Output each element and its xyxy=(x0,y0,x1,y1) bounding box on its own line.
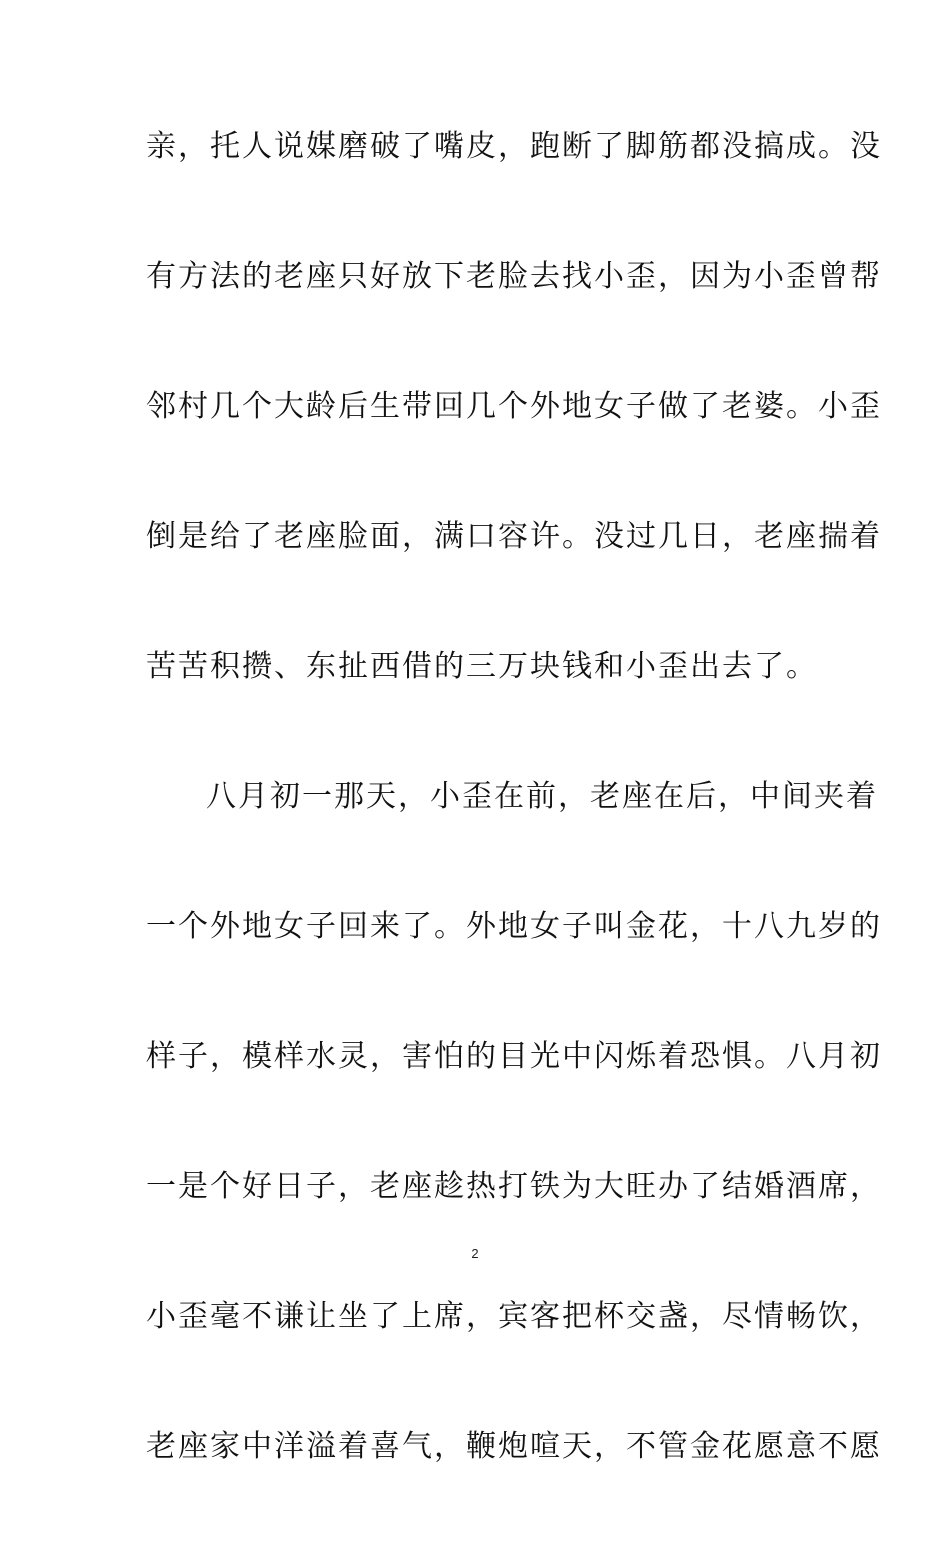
text-line: 邻村几个大龄后生带回几个外地女子做了老婆。小歪 xyxy=(146,389,882,424)
body-text xyxy=(146,126,882,1556)
text-line: 苦苦积攒、东扯西借的三万块钱和小歪出去了。 xyxy=(146,649,818,684)
text-line: 倒是给了老座脸面，满口容许。没过几日，老座揣着 xyxy=(146,519,882,554)
text-line: 一是个好日子，老座趁热打铁为大旺办了结婚酒席， xyxy=(146,1169,882,1204)
text-line: 老座家中洋溢着喜气，鞭炮喧天，不管金花愿意不愿 xyxy=(146,1429,882,1464)
text-line: 一个外地女子回来了。外地女子叫金花，十八九岁的 xyxy=(146,909,882,944)
text-line: 亲，托人说媒磨破了嘴皮，跑断了脚筋都没搞成。没 xyxy=(146,129,882,164)
text-line: 有方法的老座只好放下老脸去找小歪，因为小歪曾帮 xyxy=(146,259,882,294)
text-line: 小歪毫不谦让坐了上席，宾客把杯交盏，尽情畅饮， xyxy=(146,1299,882,1334)
text-line: 八月初一那天，小歪在前，老座在后，中间夹着 xyxy=(206,779,878,814)
page-number: 2 xyxy=(471,1246,479,1261)
text-line: 样子，模样水灵，害怕的目光中闪烁着恐惧。八月初 xyxy=(146,1039,882,1074)
